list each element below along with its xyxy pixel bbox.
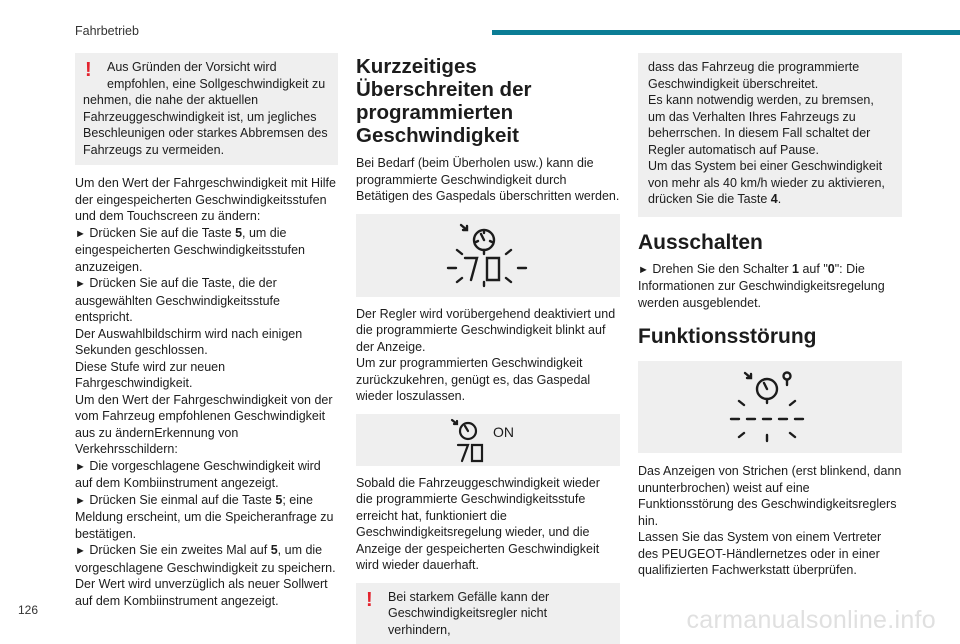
- paragraph: Bei Bedarf (beim Überholen usw.) kann die programmierte Geschwindigkeit durch Betätigen des Gaspedals überschritten werden.: [356, 155, 620, 205]
- header-accent-bar: [492, 30, 960, 35]
- warning-text-line2: Geschwindigkeitsregler nicht verhindern,: [364, 605, 612, 638]
- warning-exclamation-icon: !: [85, 60, 92, 80]
- paragraph: Es kann notwendig werden, zu bremsen, um das Verhalten Ihres Fahrzeugs zu beherrschen. In diesem Fall schaltet der Regler automatisch auf Pause.: [648, 92, 892, 158]
- arrow-bullet-icon: ►: [75, 545, 86, 557]
- section-title: Kurzzeitiges Überschreiten der programmierten Geschwindigkeit: [356, 55, 620, 147]
- paragraph: Der Regler wird vorübergehend deaktiviert und die programmierte Geschwindigkeit blinkt auf der Anzeige.: [356, 306, 620, 356]
- paragraph: dass das Fahrzeug die programmierte Geschwindigkeit überschreitet.: [648, 59, 892, 92]
- speedometer-fault-icon: [725, 367, 815, 447]
- bullet-step: ► Drücken Sie einmal auf die Taste 5; eine Meldung erscheint, um die Speicheranfrage zu bestätigen.: [75, 492, 338, 543]
- section-title-fault: Funktionsstörung: [638, 325, 902, 349]
- warning-text-line1: Aus Gründen der Vorsicht wird: [83, 59, 330, 76]
- bullet-step: ► Drücken Sie auf die Taste 5, um die eingespeicherten Geschwindigkeitsstufen anzuzeigen.: [75, 225, 338, 276]
- arrow-bullet-icon: ►: [75, 495, 86, 507]
- paragraph: Um zur programmierten Geschwindigkeit zurückzukehren, genügt es, das Gaspedal wieder loszulassen.: [356, 355, 620, 405]
- warning-text-line2: empfohlen, eine Sollgeschwindigkeit zu: [83, 76, 330, 93]
- fault-display-figure: [638, 361, 902, 453]
- paragraph: Sobald die Fahrzeuggeschwindigkeit wieder die programmierte Geschwindigkeitsstufe erreicht hat, funktioniert die Geschwindigkeitsregelung wieder, und die Anzeige der gespeicherten Geschwindigkeit wird wieder dauerhaft.: [356, 475, 620, 574]
- column-left: [75, 53, 338, 609]
- watermark: carmanualsonline.info: [686, 606, 936, 635]
- paragraph: Diese Stufe wird zur neuen Fahrgeschwindigkeit.: [75, 359, 338, 392]
- warning-box: [356, 583, 620, 644]
- arrow-bullet-icon: ►: [75, 228, 86, 240]
- paragraph: Lassen Sie das System von einem Vertreter des PEUGEOT-Händlernetzes oder in einer qualifizierten Fachwerkstatt überprüfen.: [638, 529, 902, 579]
- paragraph: Das Anzeigen von Strichen (erst blinkend, dann ununterbrochen) weist auf eine Funktionsstörung des Geschwindigkeitsreglers hin.: [638, 463, 902, 529]
- bullet-step: ► Drücken Sie ein zweites Mal auf 5, um die vorgeschlagene Geschwindigkeit zu speichern.: [75, 542, 338, 576]
- column-middle: [356, 53, 620, 644]
- section-title-off: Ausschalten: [638, 231, 902, 255]
- page-number: 126: [18, 603, 38, 617]
- paragraph: Der Auswahlbildschirm wird nach einigen Sekunden geschlossen.: [75, 326, 338, 359]
- speedometer-blinking-icon: [443, 220, 533, 290]
- warning-exclamation-icon: !: [366, 590, 373, 610]
- bullet-step: ► Die vorgeschlagene Geschwindigkeit wird auf dem Kombiinstrument angezeigt.: [75, 458, 338, 492]
- warning-text-rest: nehmen, die nahe der aktuellen Fahrzeuggeschwindigkeit ist, um jegliches Beschleunigen oder starkes Abbremsen des Fahrzeugs zu vermeiden.: [83, 92, 330, 158]
- bullet-step: ► Drehen Sie den Schalter 1 auf "0": Die Informationen zur Geschwindigkeitsregelung werden ausgeblendet.: [638, 261, 902, 312]
- arrow-bullet-icon: ►: [638, 264, 649, 276]
- paragraph: Um den Wert der Fahrgeschwindigkeit mit Hilfe der eingespeicherten Geschwindigkeitsstufen und dem Touchscreen zu ändern:: [75, 175, 338, 225]
- speed-on-figure: [356, 414, 620, 466]
- arrow-bullet-icon: ►: [75, 461, 86, 473]
- paragraph: Der Wert wird unverzüglich als neuer Sollwert auf dem Kombiinstrument angezeigt.: [75, 576, 338, 609]
- speedometer-on-icon: [448, 417, 528, 463]
- on-label: ON: [493, 424, 514, 440]
- speed-display-figure: [356, 214, 620, 297]
- warning-box: [75, 53, 338, 165]
- arrow-bullet-icon: ►: [75, 278, 86, 290]
- bullet-step: ► Drücken Sie auf die Taste, die der ausgewählten Geschwindigkeitsstufe entspricht.: [75, 275, 338, 326]
- column-right: [638, 53, 902, 579]
- section-header: Fahrbetrieb: [75, 24, 139, 38]
- paragraph: Um den Wert der Fahrgeschwindigkeit von der vom Fahrzeug empfohlenen Geschwindigkeit aus zu ändernErkennung von Verkehrsschildern:: [75, 392, 338, 458]
- paragraph: Um das System bei einer Geschwindigkeit von mehr als 40 km/h wieder zu aktivieren, drücken Sie die Taste 4.: [648, 158, 892, 208]
- warning-text-line1: Bei starkem Gefälle kann der: [364, 589, 612, 606]
- warning-continuation-box: [638, 53, 902, 217]
